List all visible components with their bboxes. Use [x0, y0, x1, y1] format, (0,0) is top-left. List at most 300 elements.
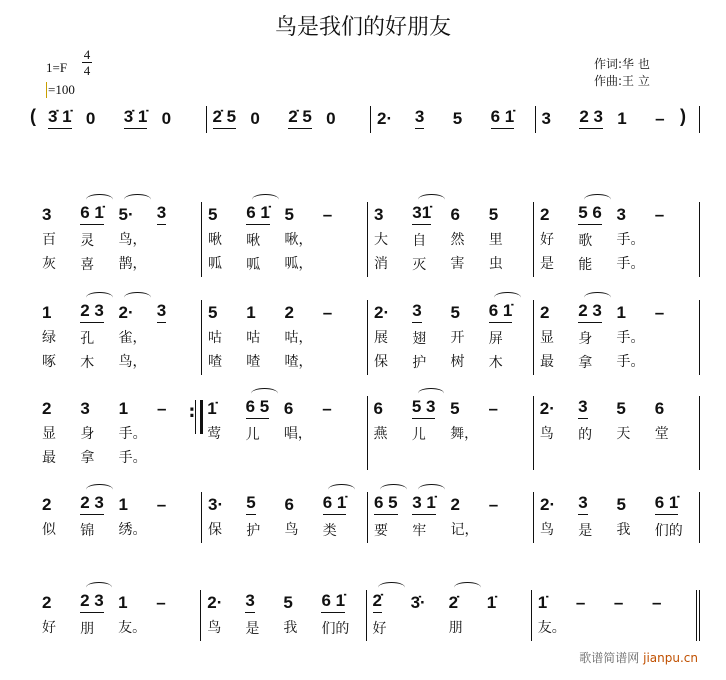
notes: 5 [616, 399, 626, 418]
lyric-verse-2: 鹊， [118, 256, 147, 272]
measure [534, 396, 700, 470]
notes: 5 3 [412, 396, 436, 419]
note-group [42, 202, 80, 277]
lyricist: 作词:华 也 [594, 57, 650, 71]
notes: 6 [373, 399, 383, 418]
measure [36, 300, 202, 375]
notes: 3 [616, 205, 626, 224]
notes: 3 [541, 109, 551, 128]
lyric-verse-2: 木 [80, 355, 95, 371]
measure [536, 106, 701, 133]
lyric-verse-1: 记， [450, 522, 479, 538]
note-group [655, 300, 693, 375]
note-group [213, 106, 251, 133]
lyric-verse-1: 咕 [208, 330, 222, 346]
notes: 2 [450, 495, 460, 514]
notes: – [488, 495, 499, 514]
note-group [157, 202, 195, 277]
note-group [538, 590, 576, 641]
note-group [655, 492, 693, 543]
notes: 6 1̇ [489, 300, 513, 323]
note-group [374, 396, 412, 470]
note-group [124, 106, 162, 133]
notes: 3̇· [410, 593, 426, 612]
watermark [579, 649, 698, 666]
note-group [208, 300, 246, 375]
note-group [491, 106, 529, 133]
lyric-verse-2: 灰 [42, 256, 56, 272]
notes: 1 [118, 593, 128, 612]
note-group [119, 492, 157, 543]
notes: 1̇ [537, 593, 548, 612]
measure [207, 106, 372, 133]
notes: 0 [85, 109, 96, 128]
lyric-verse-1: 莺 [207, 426, 222, 442]
note-group [415, 106, 453, 133]
lyric-verse-1: 燕 [373, 426, 388, 442]
lyric-verse-2: 啄 [42, 354, 56, 370]
notes: 6 5 [374, 492, 398, 515]
lyric-verse-2: 最 [42, 450, 56, 466]
note-group [42, 396, 80, 470]
lyric-verse-2: 手。 [616, 256, 645, 272]
notes: 2 3 [80, 300, 104, 323]
note-group [288, 106, 326, 133]
note-group [542, 106, 580, 133]
notes: 2 [42, 495, 52, 514]
quarter-note-icon [46, 82, 47, 98]
notes: 0 [250, 109, 260, 128]
notes: 6 1̇ [655, 492, 679, 515]
note-group [245, 590, 283, 641]
lyric-verse-1: 里 [488, 232, 503, 248]
notes: 3 [245, 590, 254, 613]
note-group [617, 202, 655, 277]
lyric-verse-2: 护 [412, 355, 427, 371]
lyric-verse-1: 是 [245, 621, 260, 637]
notes: 2 [540, 205, 550, 224]
measure [371, 106, 536, 133]
watermark-en: jianpu.cn [643, 651, 698, 665]
measure [534, 300, 700, 375]
score-row [36, 396, 700, 470]
notes: – [322, 399, 332, 418]
notes: 5 [450, 399, 460, 418]
note-group [80, 300, 118, 375]
lyric-verse-1: 牢 [412, 523, 427, 539]
key-signature: 1=F [46, 60, 68, 75]
notes: 6 [450, 205, 460, 224]
note-group [208, 202, 246, 277]
lyric-verse-1: 鸟， [118, 232, 147, 248]
lyric-verse-1: 然 [450, 232, 465, 248]
notes: 5 [246, 492, 255, 515]
notes: 2 3 [579, 106, 603, 129]
lyric-verse-2: 木 [488, 355, 503, 371]
note-group [655, 396, 693, 470]
note-group [540, 492, 578, 543]
note-group [246, 202, 284, 277]
lyric-verse-1: 鸟 [207, 620, 222, 636]
notes: 3 [42, 205, 52, 224]
note-group [323, 492, 361, 543]
lyric-verse-1: 咕 [246, 330, 261, 346]
note-group [489, 300, 527, 375]
notes: 2̇ 5 [213, 106, 237, 129]
notes: 2̇ [448, 593, 459, 612]
score-row [36, 202, 700, 277]
notes: 5 [450, 303, 460, 322]
song-title: 鸟是我们的好朋友 [274, 15, 451, 40]
notes: 5· [118, 205, 134, 224]
time-signature [82, 47, 92, 78]
note-group [614, 590, 652, 641]
intro-close-paren: ) [680, 106, 686, 126]
note-group [42, 590, 80, 641]
notes: 3 [415, 106, 424, 129]
lyric-verse-1: 绿 [42, 330, 56, 346]
notes: 5 [616, 495, 626, 514]
note-group [412, 300, 450, 375]
note-group [655, 106, 693, 133]
note-group [80, 396, 118, 470]
lyric-verse-2: 手。 [616, 354, 645, 370]
lyric-verse-1: 自 [412, 233, 427, 249]
note-group [285, 492, 323, 543]
note-group [86, 106, 124, 133]
notes: – [651, 593, 662, 612]
lyric-verse-1: 鸟 [539, 426, 554, 442]
lyric-verse-2: 最 [540, 354, 554, 370]
notes: 1 [246, 303, 256, 322]
measure [36, 590, 201, 641]
notes: 3· [208, 495, 224, 514]
notes: 2̇ [373, 590, 382, 613]
lyric-verse-1: 儿 [245, 427, 260, 443]
note-group [207, 396, 245, 470]
notes: 2 3 [80, 590, 104, 613]
note-group [250, 106, 288, 133]
slur-mark [86, 484, 113, 495]
credits [594, 56, 650, 90]
note-group [80, 492, 118, 543]
notes: 6 1̇ [80, 202, 104, 225]
slur-mark [328, 484, 355, 495]
lyric-verse-1: 们的 [654, 523, 683, 539]
slur-mark [86, 194, 113, 205]
measure [534, 202, 700, 277]
notes: 5 [488, 205, 499, 224]
note-group [42, 300, 80, 375]
score-row [36, 106, 700, 133]
lyric-verse-1: 似 [42, 522, 56, 538]
lyric-verse-1: 我 [616, 522, 631, 538]
lyric-verse-2: 呱， [284, 256, 313, 272]
note-group [617, 492, 655, 543]
lyric-verse-1: 舞， [450, 426, 479, 442]
note-group [284, 396, 322, 470]
note-group [579, 106, 617, 133]
notes: 1 [118, 399, 129, 418]
notes: 1 [617, 109, 627, 128]
note-group [578, 202, 616, 277]
lyric-verse-1: 灵 [80, 233, 95, 249]
score-row [36, 300, 700, 375]
lyric-verse-1: 翅 [412, 331, 427, 347]
note-group [451, 492, 489, 543]
notes: 2 [42, 593, 52, 612]
note-group [374, 202, 412, 277]
notes: 2̇ 5 [288, 106, 312, 129]
time-top: 4 [83, 47, 91, 62]
lyric-verse-1: 显 [540, 330, 554, 346]
lyric-verse-1: 朋 [448, 620, 463, 636]
measure [368, 202, 534, 277]
lyric-verse-1: 身 [578, 331, 593, 347]
lyric-verse-1: 啾 [246, 233, 261, 249]
slur-mark [86, 292, 113, 303]
lyric-verse-1: 大 [374, 232, 388, 248]
lyric-verse-1: 孔 [80, 331, 95, 347]
slur-mark [418, 194, 445, 205]
note-group [578, 396, 616, 470]
lyric-verse-1: 护 [246, 523, 261, 539]
note-group [80, 202, 118, 277]
measure [36, 396, 201, 470]
lyric-verse-1: 天 [616, 426, 631, 442]
note-group [488, 396, 526, 470]
note-group [652, 590, 690, 641]
note-group [453, 106, 491, 133]
lyric-verse-2: 呱 [208, 256, 222, 272]
slur-mark [584, 292, 611, 303]
lyric-verse-1: 的 [578, 427, 593, 443]
notes: 1 [42, 303, 52, 322]
lyric-verse-1: 堂 [654, 426, 669, 442]
notes: 6 1̇ [491, 106, 515, 129]
lyric-verse-2: 消 [374, 256, 388, 272]
notes: 0 [161, 109, 172, 128]
measure [368, 300, 534, 375]
notes: 6 1̇ [323, 492, 347, 515]
lyric-verse-2: 喳 [208, 354, 222, 370]
notes: 3̇ 1̇ [124, 106, 148, 129]
measure [36, 106, 207, 133]
slur-mark [252, 194, 279, 205]
note-group [119, 300, 157, 375]
lyric-verse-1: 手。 [118, 426, 147, 442]
note-group [617, 106, 655, 133]
notes: 6 5 [246, 396, 270, 419]
notes: – [575, 593, 586, 612]
lyric-verse-1: 我 [283, 620, 298, 636]
measure [201, 396, 367, 470]
composer: 作曲:王 立 [594, 74, 650, 88]
slur-mark [380, 484, 407, 495]
notes: 5 [208, 205, 218, 224]
lyric-verse-1: 开 [450, 330, 465, 346]
lyric-verse-1: 类 [322, 523, 337, 539]
notes: 6 [284, 495, 294, 514]
notes: 6 [654, 399, 665, 418]
lyric-verse-2: 呱 [246, 257, 261, 273]
lyric-verse-1: 友。 [118, 620, 147, 636]
watermark-cn: 歌谱简谱网 [579, 651, 644, 665]
lyric-verse-1: 朋 [80, 621, 95, 637]
lyric-verse-2: 喜 [80, 257, 95, 273]
lyric-verse-2: 鸟， [118, 354, 147, 370]
note-group [449, 590, 487, 641]
notes: – [322, 205, 333, 224]
measure [532, 590, 700, 641]
measure [534, 492, 700, 543]
lyric-verse-2: 保 [374, 354, 388, 370]
note-group [540, 396, 578, 470]
note-group [412, 202, 450, 277]
notes: 2 3 [578, 300, 602, 323]
measure [367, 590, 532, 641]
notes: 5 [283, 593, 293, 612]
slur-mark [418, 388, 445, 399]
note-group [322, 396, 360, 470]
notes: – [654, 303, 665, 322]
note-group [42, 492, 80, 543]
measure [36, 492, 202, 543]
note-group [411, 590, 449, 641]
slur-mark [378, 582, 405, 593]
lyric-verse-2: 是 [540, 256, 554, 272]
notes: 1̇ [486, 593, 497, 612]
note-group [208, 492, 246, 543]
notes: – [156, 399, 167, 418]
note-group [374, 300, 412, 375]
notes: 2 [540, 303, 550, 322]
lyric-verse-1: 锦 [80, 523, 95, 539]
note-group [326, 106, 364, 133]
lyric-verse-2: 虫 [488, 256, 503, 272]
notes: – [613, 593, 624, 612]
lyric-verse-1: 唱， [283, 426, 312, 442]
notes: 3 [374, 205, 384, 224]
notes: 2· [540, 495, 556, 514]
notes: 2 [42, 399, 52, 418]
notes: 3 [80, 399, 90, 418]
notes: 1 [118, 495, 128, 514]
slur-mark [494, 292, 521, 303]
notes: – [156, 593, 166, 612]
lyric-verse-2: 害 [450, 256, 465, 272]
measure [201, 590, 366, 641]
notes: 2 3 [80, 492, 104, 515]
notes: 3 [412, 300, 421, 323]
note-group [285, 300, 323, 375]
lyric-verse-1: 保 [208, 522, 222, 538]
note-group [119, 202, 157, 277]
note-group [487, 590, 525, 641]
notes: 2· [207, 593, 223, 612]
notes: 2· [539, 399, 555, 418]
note-group [80, 590, 118, 641]
notes: 0 [326, 109, 336, 128]
slur-mark [251, 388, 278, 399]
lyric-verse-1: 好 [540, 232, 554, 248]
lyric-verse-1: 儿 [411, 427, 426, 443]
note-group [157, 300, 195, 375]
notes: 5 [284, 205, 294, 224]
notes: 1̇ [207, 399, 217, 418]
notes: 3 [578, 492, 587, 515]
note-group [451, 300, 489, 375]
score-row [36, 492, 700, 543]
lyric-verse-2: 拿 [578, 355, 593, 371]
notes: 3 [157, 202, 166, 225]
notes: 6 [283, 399, 294, 418]
notes: 31̇ [412, 202, 431, 225]
note-group [576, 590, 614, 641]
note-group [412, 492, 450, 543]
notes: – [156, 495, 167, 514]
note-group [156, 590, 194, 641]
note-group [283, 590, 321, 641]
note-group [118, 590, 156, 641]
notes: 3 1̇ [412, 492, 436, 515]
lyric-verse-2: 能 [578, 257, 593, 273]
lyric-verse-1: 手。 [616, 330, 645, 346]
time-bottom: 4 [83, 63, 91, 78]
lyric-verse-1: 屏 [488, 331, 503, 347]
lyric-verse-1: 展 [374, 330, 388, 346]
lyric-verse-1: 鸟 [540, 522, 554, 538]
notes: – [322, 303, 333, 322]
note-group [119, 396, 157, 470]
lyric-verse-1: 好 [42, 620, 56, 636]
notes: 5 6 [578, 202, 602, 225]
lyric-verse-2: 喳， [284, 354, 313, 370]
notes: – [488, 399, 498, 418]
lyric-verse-1: 显 [42, 426, 56, 442]
note-group [207, 590, 245, 641]
note-group [374, 492, 412, 543]
lyric-verse-2: 灭 [412, 257, 427, 273]
lyric-verse-1: 百 [42, 232, 56, 248]
lyric-verse-1: 咕， [284, 330, 313, 346]
notes: 3 [157, 300, 166, 323]
lyric-verse-1: 啾， [284, 232, 313, 248]
note-group [246, 396, 284, 470]
note-group [412, 396, 450, 470]
measure [368, 492, 534, 543]
note-group [323, 202, 361, 277]
note-group [616, 396, 654, 470]
notes: 2· [374, 303, 390, 322]
lyric-verse-1: 啾 [208, 232, 222, 248]
slur-mark [584, 194, 611, 205]
tempo-marking [46, 82, 75, 98]
note-group [617, 300, 655, 375]
note-group [655, 202, 693, 277]
notes: 3 [578, 396, 587, 419]
slur-mark [124, 194, 151, 205]
note-group [578, 492, 616, 543]
note-group [489, 492, 527, 543]
note-group [373, 590, 411, 641]
note-group [323, 300, 361, 375]
note-group [450, 396, 488, 470]
note-group [48, 106, 86, 133]
lyric-verse-2: 手。 [118, 450, 147, 466]
note-group [540, 300, 578, 375]
notes: 6 1̇ [321, 590, 345, 613]
